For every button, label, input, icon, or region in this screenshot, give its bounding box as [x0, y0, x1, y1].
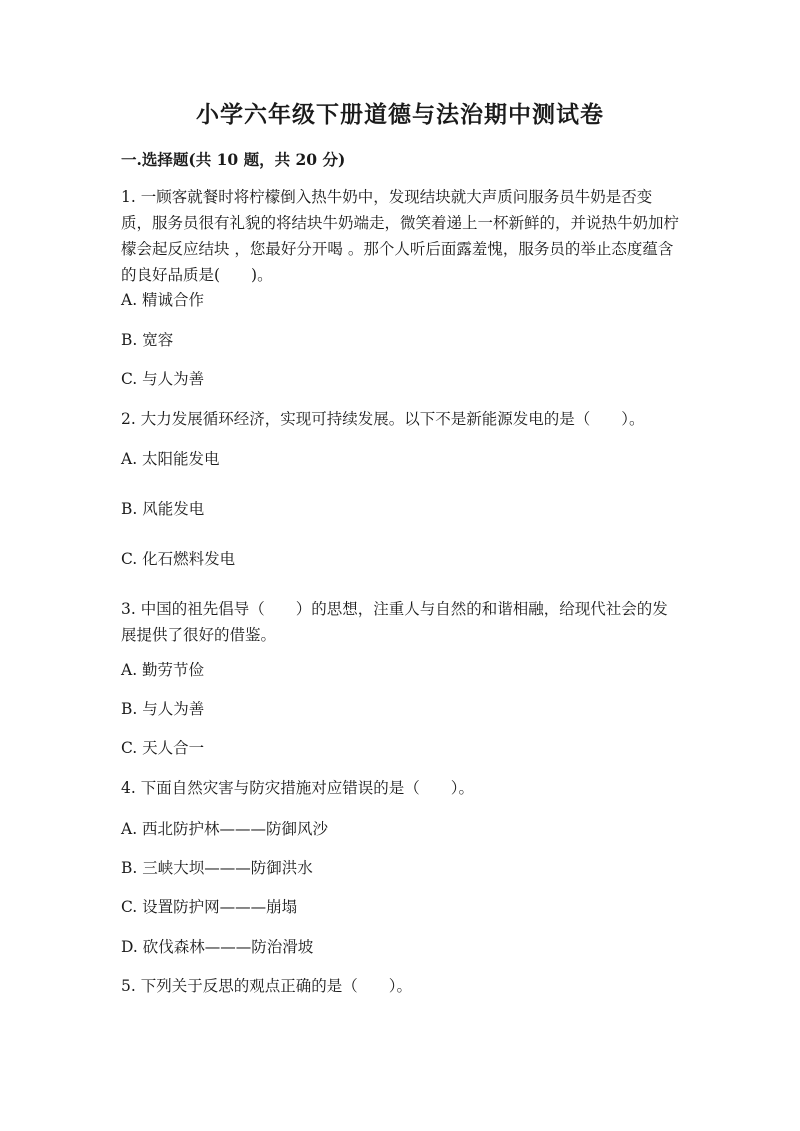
question-1-option-b[interactable]: B. 宽容 — [121, 331, 174, 349]
question-2-option-b[interactable]: B. 风能发电 — [121, 500, 205, 518]
section-heading: 一.选择题(共 10 题，共 20 分) — [121, 150, 346, 169]
question-3-option-b[interactable]: B. 与人为善 — [121, 700, 205, 718]
question-5-stem: 5. 下列关于反思的观点正确的是（ ）。 — [121, 977, 412, 995]
page-title: 小学六年级下册道德与法治期中测试卷 — [196, 101, 604, 128]
question-4-stem: 4. 下面自然灾害与防灾措施对应错误的是（ ）。 — [121, 779, 474, 797]
question-3-option-c[interactable]: C. 天人合一 — [121, 739, 205, 757]
question-4-option-c[interactable]: C. 设置防护网———崩塌 — [121, 898, 298, 916]
question-4-option-b[interactable]: B. 三峡大坝———防御洪水 — [121, 859, 313, 877]
question-4-option-d[interactable]: D. 砍伐森林———防治滑坡 — [121, 938, 314, 956]
question-3-option-a[interactable]: A. 勤劳节俭 — [121, 661, 205, 679]
question-2-option-a[interactable]: A. 太阳能发电 — [121, 450, 220, 468]
question-3-stem: 3. 中国的祖先倡导（ ）的思想，注重人与自然的和谐相融，给现代社会的发展提供了很好的借鉴。 — [121, 600, 668, 644]
question-2-stem: 2. 大力发展循环经济，实现可持续发展。以下不是新能源发电的是（ ）。 — [121, 410, 645, 428]
question-2-option-c[interactable]: C. 化石燃料发电 — [121, 550, 236, 568]
question-4-option-a[interactable]: A. 西北防护林———防御风沙 — [121, 820, 329, 838]
question-1-option-a[interactable]: A. 精诚合作 — [121, 291, 205, 309]
question-1-stem: 1. 一顾客就餐时将柠檬倒入热牛奶中，发现结块就大声质问服务员牛奶是否变质，服务员很有礼貌的将结块牛奶端走，微笑着递上一杯新鲜的，并说热牛奶加柠檬会起反应结块 ，您最好分开喝 。那个人听后面露羞愧，服务员的举止态度蕴含的良好品质是( )。 — [121, 188, 680, 284]
question-1-option-c[interactable]: C. 与人为善 — [121, 370, 205, 388]
